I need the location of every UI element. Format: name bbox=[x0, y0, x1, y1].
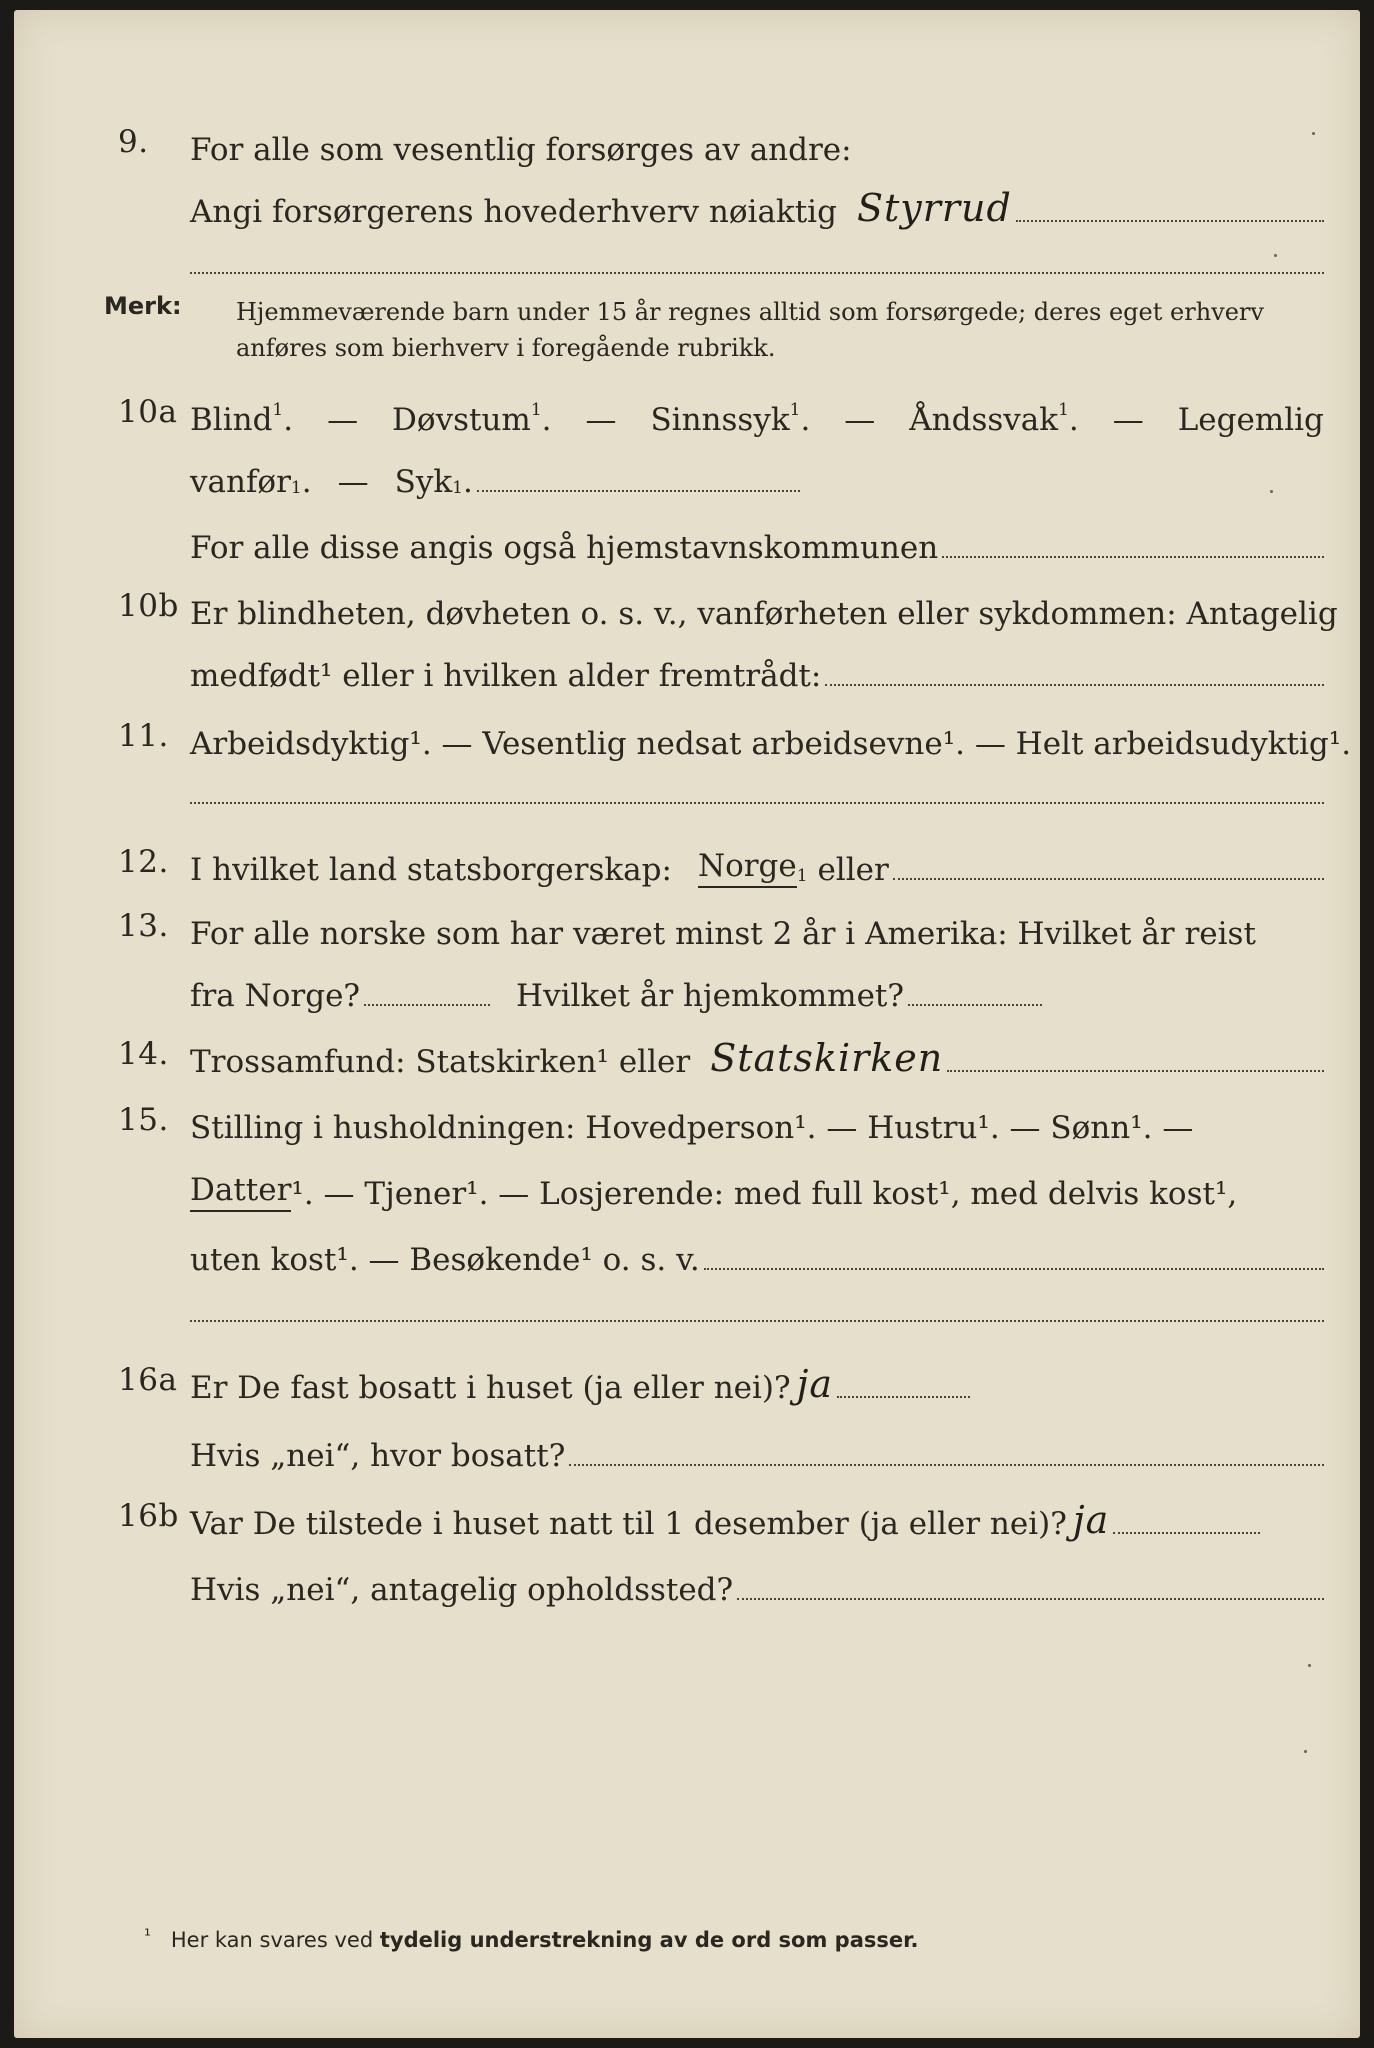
answer-dotted-line bbox=[825, 684, 1324, 686]
question-16a-line-1 bbox=[190, 1360, 970, 1406]
question-text: ¹. — Tjener¹. — Losjerende: med full kost¹, med delvis kost¹, bbox=[291, 1176, 1238, 1212]
question-text: For alle norske som har været minst 2 år i Amerika: Hvilket år reist bbox=[190, 916, 1256, 952]
question-15-line-1 bbox=[190, 1100, 1324, 1146]
question-text: Hvis „nei“, antagelig opholdssted? bbox=[190, 1572, 734, 1608]
option-legemlig[interactable]: Legemlig bbox=[1177, 402, 1324, 438]
blank-dotted-line bbox=[190, 1320, 1324, 1322]
question-11-line-1 bbox=[190, 716, 1352, 762]
option-dovstum[interactable]: Døvstum bbox=[392, 402, 531, 438]
question-number: 16a bbox=[118, 1362, 178, 1398]
answer-dotted-line bbox=[908, 1004, 1042, 1006]
question-16a-line-2-row bbox=[14, 1420, 1360, 1480]
question-text: Stilling i husholdningen: Hovedperson¹. — Hustru¹. — Sønn¹. — bbox=[190, 1110, 1194, 1146]
question-number: 16b bbox=[118, 1498, 179, 1534]
answer-dotted-line bbox=[569, 1464, 1324, 1466]
answer-dotted-line bbox=[947, 1070, 1324, 1072]
question-15-line-2-row bbox=[14, 1158, 1360, 1218]
question-10a-line-3-row bbox=[14, 512, 1360, 572]
option-datter-underlined[interactable]: Datter bbox=[190, 1172, 291, 1212]
question-12-line-1: I hvilket land statsborgerskap: Norge 1 eller bbox=[190, 842, 1324, 888]
question-text: Arbeidsdyktig¹. — Vesentlig nedsat arbeidsevne¹. — Helt arbeidsudyktig¹. bbox=[190, 726, 1352, 762]
answer-label: Angi forsørgerens hovederhverv nøiaktig bbox=[190, 194, 837, 230]
question-number: 11. bbox=[118, 718, 169, 754]
question-number: 13. bbox=[118, 908, 169, 944]
question-text-after: eller bbox=[817, 852, 889, 888]
footnote-text-bold: tydelig understrekning av de ord som passer. bbox=[379, 1928, 919, 1952]
handwritten-answer[interactable]: ja bbox=[796, 1362, 834, 1406]
question-9-line-2 bbox=[190, 184, 1324, 230]
question-10a-line-2-row bbox=[14, 446, 1360, 506]
question-text: Trossamfund: Statskirken¹ eller bbox=[190, 1044, 691, 1080]
question-10b-line-2-row bbox=[14, 640, 1360, 700]
question-number: 14. bbox=[118, 1036, 169, 1072]
question-13 bbox=[14, 898, 1360, 958]
option-blind[interactable]: Blind bbox=[190, 402, 273, 438]
note-label: Merk: bbox=[104, 292, 182, 320]
answer-dotted-line bbox=[1113, 1532, 1260, 1534]
question-15-line-3-row bbox=[14, 1224, 1360, 1284]
question-text: Hvilket år hjemkommet? bbox=[516, 978, 905, 1014]
option-andssvak[interactable]: Åndssvak bbox=[909, 402, 1059, 438]
question-text: fra Norge? bbox=[190, 978, 361, 1014]
blank-dotted-line bbox=[190, 272, 1324, 274]
option-norge-underlined[interactable]: Norge bbox=[698, 848, 797, 888]
paper-speck bbox=[1270, 490, 1273, 493]
question-number: 12. bbox=[118, 844, 169, 880]
question-10a bbox=[14, 384, 1360, 444]
question-16b-line-2 bbox=[190, 1562, 1324, 1608]
question-number: 9. bbox=[118, 124, 149, 160]
question-9 bbox=[14, 114, 1360, 174]
question-number: 10b bbox=[118, 588, 179, 624]
answer-dotted-line bbox=[942, 556, 1324, 558]
paper-speck bbox=[1308, 1664, 1311, 1667]
paper-speck bbox=[1274, 254, 1277, 257]
paper-speck bbox=[1312, 132, 1315, 135]
footnote-text: Her kan svares ved bbox=[170, 1928, 374, 1952]
question-10b bbox=[14, 578, 1360, 638]
question-10b-line-1 bbox=[190, 586, 1338, 632]
option-sinnssyk[interactable]: Sinnssyk bbox=[650, 402, 790, 438]
question-15-line-3 bbox=[190, 1232, 1324, 1278]
question-10a-line-1: Blind$^1$. — Døvstum$^1$. — Sinnssyk$^1$. — Åndssvak$^1$. — Legemlig bbox=[190, 400, 1324, 438]
question-12 bbox=[14, 834, 1360, 894]
question-text: Hvis „nei“, hvor bosatt? bbox=[190, 1438, 566, 1474]
handwritten-answer[interactable]: Styrrud bbox=[856, 186, 1012, 230]
question-13-line-2-row bbox=[14, 960, 1360, 1020]
answer-dotted-line bbox=[477, 490, 800, 492]
question-13-line-2 bbox=[190, 968, 1042, 1014]
question-15 bbox=[14, 1092, 1360, 1152]
question-16a bbox=[14, 1352, 1360, 1412]
answer-dotted-line bbox=[893, 878, 1324, 880]
answer-dotted-line bbox=[837, 1396, 970, 1398]
question-9-answer-row bbox=[14, 176, 1360, 236]
paper-speck bbox=[1304, 1750, 1307, 1753]
question-15-line-2 bbox=[190, 1166, 1324, 1212]
option-syk[interactable]: Syk bbox=[394, 464, 453, 500]
answer-dotted-line bbox=[1016, 220, 1324, 222]
question-11 bbox=[14, 708, 1360, 768]
handwritten-answer[interactable]: ja bbox=[1072, 1498, 1110, 1542]
question-16a-line-2 bbox=[190, 1428, 1324, 1474]
question-10a-line-2: vanfør 1 . — Syk 1 . bbox=[190, 454, 800, 500]
question-9-line-1 bbox=[190, 122, 1324, 168]
census-form-page bbox=[14, 10, 1360, 2038]
question-14 bbox=[14, 1026, 1360, 1086]
question-text: uten kost¹. — Besøkende¹ o. s. v. bbox=[190, 1242, 700, 1278]
question-number: 15. bbox=[118, 1102, 169, 1138]
question-text: I hvilket land statsborgerskap: bbox=[190, 852, 672, 888]
question-13-line-1 bbox=[190, 906, 1324, 952]
footnote-mark: ¹ bbox=[144, 1926, 151, 1946]
question-16b bbox=[14, 1488, 1360, 1548]
question-text: For alle disse angis også hjemstavnskommunen bbox=[190, 530, 939, 566]
footnote bbox=[144, 1928, 918, 1952]
question-text: medfødt¹ eller i hvilken alder fremtrådt: bbox=[190, 658, 822, 694]
question-16b-line-1 bbox=[190, 1496, 1260, 1542]
answer-dotted-line bbox=[704, 1268, 1324, 1270]
option-vanfor[interactable]: vanfør bbox=[190, 464, 291, 500]
answer-dotted-line bbox=[364, 1004, 490, 1006]
note-text: Hjemmeværende barn under 15 år regnes alltid som forsørgede; deres eget erhverv anføres som bierhverv i foregående rubrikk. bbox=[236, 298, 1264, 362]
question-number: 10a bbox=[118, 394, 178, 430]
question-text: Er blindheten, døvheten o. s. v., vanførheten eller sykdommen: Antagelig bbox=[190, 596, 1338, 632]
question-text: For alle som vesentlig forsørges av andre: bbox=[190, 132, 852, 168]
question-10b-line-2 bbox=[190, 648, 1324, 694]
question-text: Var De tilstede i huset natt til 1 desember (ja eller nei)? bbox=[190, 1506, 1067, 1542]
question-16b-line-2-row bbox=[14, 1554, 1360, 1614]
question-text: Er De fast bosatt i huset (ja eller nei)? bbox=[190, 1370, 791, 1406]
handwritten-answer[interactable]: Statskirken bbox=[710, 1036, 944, 1080]
question-10a-line-3 bbox=[190, 520, 1324, 566]
answer-dotted-line bbox=[737, 1598, 1324, 1600]
question-14-line-1 bbox=[190, 1034, 1324, 1080]
blank-dotted-line bbox=[190, 802, 1324, 804]
